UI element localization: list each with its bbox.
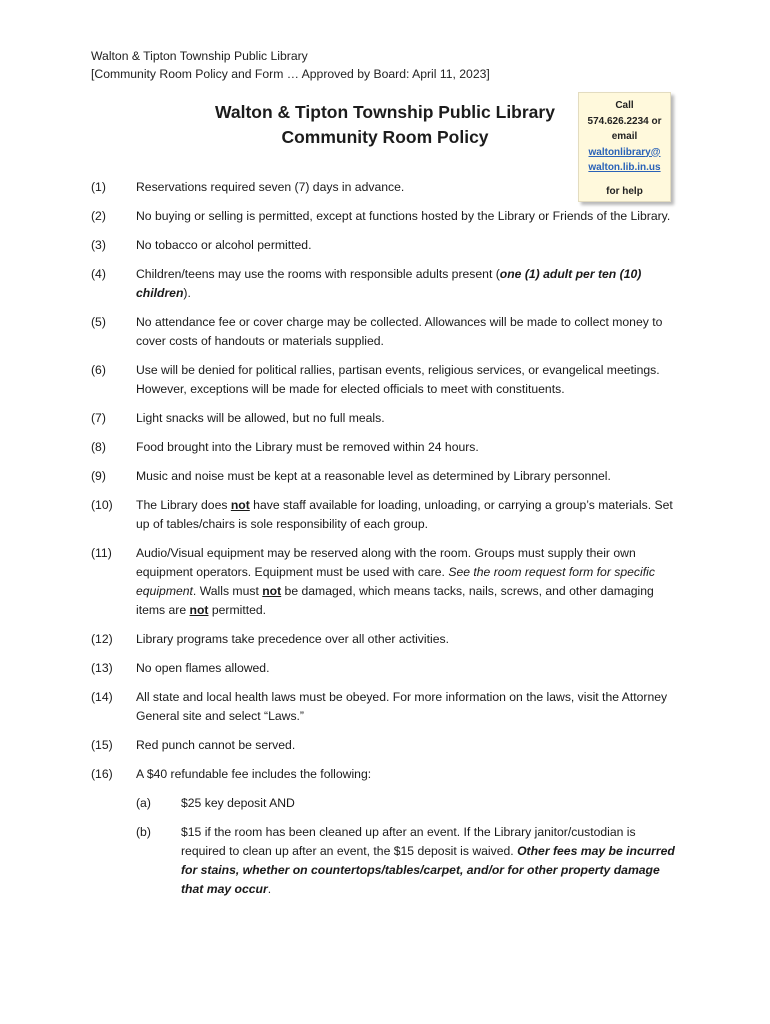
item-text [136,546,655,617]
sub-item [136,794,681,813]
item-text [136,267,641,300]
item-text-part: Audio/Visual equipment may be reserved along with the room. Groups must supply their own equipment operators. Equipment must be used with care. [136,546,636,579]
sub-item-text-emphasis: Other fees may be incurred for stains, whether on countertops/tables/carpet, and/or for other property damage that may occur [181,844,675,896]
item-text-part: permitted. [208,603,267,617]
policy-item [91,207,681,226]
item-number: (15) [91,738,113,752]
item-number: (16) [91,767,113,781]
item-text: Light snacks will be allowed, but no full meals. [136,411,385,425]
sub-item-text-part: $15 if the room has been cleaned up after an event. If the Library janitor/custodian is required to clean up after an event, the $15 deposit is waived. [181,825,636,858]
policy-item [91,659,681,678]
item-number: (9) [91,469,106,483]
policy-item [91,265,681,303]
document-header [91,47,490,83]
item-text: Library programs take precedence over all other activities. [136,632,449,646]
sub-item-text-part: . [267,882,272,896]
item-text: No tobacco or alcohol permitted. [136,238,312,252]
policy-item [91,313,681,351]
item-text: Use will be denied for political rallies, partisan events, religious services, or evangelical meetings. However, exceptions will be made for elected officials to meet with constituents. [136,363,660,396]
policy-item [91,438,681,457]
item-number: (1) [91,180,106,194]
sub-item-text [181,825,675,896]
item-number: (7) [91,411,106,425]
item-text-emphasis: one (1) adult per ten (10) children [136,267,642,300]
policy-item [91,361,681,399]
item-number: (2) [91,209,106,223]
item-number: (6) [91,363,106,377]
header-line-approval: [Community Room Policy and Form … Approved by Board: April 11, 2023] [91,67,490,81]
item-text: Food brought into the Library must be removed within 24 hours. [136,440,479,454]
policy-item [91,544,681,620]
item-number: (13) [91,661,113,675]
callout-help: for help [606,185,643,197]
sub-item-text: $25 key deposit AND [181,796,295,810]
item-text-part: have staff available for loading, unloading, or carrying a group’s materials. Set up of tables/chairs is sole responsibility of each group. [136,498,673,531]
item-text: All state and local health laws must be obeyed. For more information on the laws, visit the Attorney General site and select “Laws.” [136,690,668,723]
item-number: (12) [91,632,113,646]
item-text: Music and noise must be kept at a reasonable level as determined by Library personnel. [136,469,611,483]
item-text-emphasis: not [189,603,209,617]
callout-email-link-2[interactable]: walton.lib.in.us [588,162,661,173]
item-text-emphasis: not [262,584,282,598]
page-title [170,100,600,150]
item-number: (8) [91,440,106,454]
item-text: No open flames allowed. [136,661,270,675]
policy-item [91,236,681,255]
item-text-part: The Library does [136,498,231,512]
policy-item [91,178,681,197]
item-number: (11) [91,546,112,560]
callout-email-link-1[interactable]: waltonlibrary@ [588,146,661,158]
item-text: Reservations required seven (7) days in advance. [136,180,405,194]
callout-call: Call [615,100,634,111]
header-line-library: Walton & Tipton Township Public Library [91,49,308,63]
item-text-emphasis: not [230,498,250,512]
title-line-policy: Community Room Policy [281,127,489,147]
item-text: No attendance fee or cover charge may be collected. Allowances will be made to collect money to cover costs of handouts or materials supplied. [136,315,663,348]
title-line-library: Walton & Tipton Township Public Library [215,102,555,122]
item-text-part: ). [183,286,191,300]
item-text-part: Children/teens may use the rooms with responsible adults present ( [136,267,500,281]
item-number: (10) [91,498,113,512]
item-text-italic: See the room request form for specific equipment [136,565,655,598]
policy-list [91,178,681,909]
item-number: (14) [91,690,113,704]
sub-item-letter: (a) [136,796,151,810]
policy-item [91,765,681,899]
item-text [136,498,673,531]
sub-item-letter: (b) [136,825,151,839]
item-text-part: be damaged, which means tacks, nails, screws, and other damaging items are [136,584,654,617]
item-number: (4) [91,267,106,281]
item-text: A $40 refundable fee includes the following: [136,767,372,781]
policy-item [91,630,681,649]
sub-item [136,823,681,899]
item-number: (3) [91,238,106,252]
item-text: No buying or selling is permitted, except at functions hosted by the Library or Friends of the Library. [136,209,671,223]
item-text-part: . Walls must [192,584,263,598]
policy-item [91,688,681,726]
item-number: (5) [91,315,106,329]
policy-item [91,467,681,486]
callout-email-label: email [611,131,638,142]
callout-phone: 574.626.2234 or [587,115,662,127]
policy-item [91,736,681,755]
policy-item [91,496,681,534]
policy-item [91,409,681,428]
item-text: Red punch cannot be served. [136,738,296,752]
